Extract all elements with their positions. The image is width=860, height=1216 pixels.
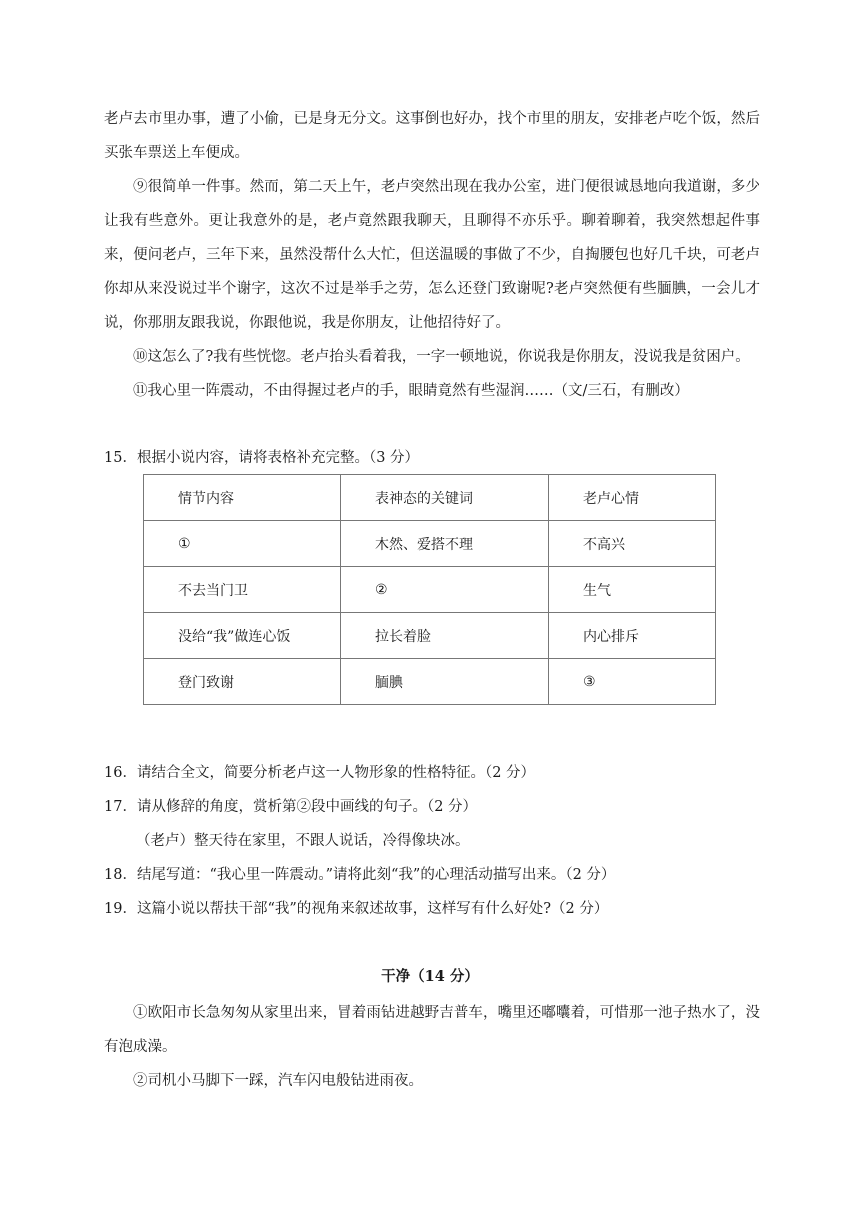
table-cell: ③	[549, 659, 716, 705]
story-paragraph-1: ①欧阳市长急匆匆从家里出来，冒着雨钻进越野吉普车，嘴里还嘟囔着，可惜那一池子热水了，没有泡成澡。	[104, 1005, 760, 1055]
question-15: 15．根据小说内容，请将表格补充完整。（3 分）	[104, 450, 420, 466]
question-16: 16．请结合全文，简要分析老卢这一人物形象的性格特征。（2 分）	[104, 765, 536, 781]
table-row	[144, 521, 716, 567]
story-title: 干净（14 分）	[381, 968, 479, 985]
table-cell: ①	[144, 521, 341, 567]
table-row	[144, 613, 716, 659]
table-row	[144, 659, 716, 705]
question-18: 18．结尾写道：“我心里一阵震动。”请将此刻“我”的心理活动描写出来。（2 分）	[104, 867, 616, 883]
table-cell: 不去当门卫	[144, 567, 341, 613]
plot-table	[143, 474, 716, 705]
table-cell: 不高兴	[549, 521, 716, 567]
table-cell: 登门致谢	[144, 659, 341, 705]
paragraph-10: ⑩这怎么了?我有些恍惚。老卢抬头看着我，一字一顿地说，你说我是你朋友，没说我是贫困户。	[133, 349, 750, 365]
story-paragraph-2: ②司机小马脚下一踩，汽车闪电般钻进雨夜。	[133, 1073, 423, 1089]
table-header-cell: 老卢心情	[549, 475, 716, 521]
question-17-quote: （老卢）整天待在家里，不跟人说话，冷得像块冰。	[136, 833, 470, 849]
table-cell: 内心排斥	[549, 613, 716, 659]
paragraph-9: ⑨很简单一件事。然而，第二天上午，老卢突然出现在我办公室，进门便很诚恳地向我道谢，多少让我有些意外。更让我意外的是，老卢竟然跟我聊天，且聊得不亦乐乎。聊着聊着，我突然想起件事来，便问老卢，三年下来，虽然没帮什么大忙，但送温暖的事做了不少，自掏腰包也好几千块，可老卢你却从来没说过半个谢字，这次不过是举手之劳，怎么还登门致谢呢?老卢突然便有些腼腆，一会儿才说，你那朋友跟我说，你跟他说，我是你朋友，让他招待好了。	[104, 179, 760, 331]
question-17: 17．请从修辞的角度，赏析第②段中画线的句子。（2 分）	[104, 799, 478, 815]
table-cell: 木然、爱搭不理	[341, 521, 549, 567]
paragraph-continued: 老卢去市里办事，遭了小偷，已是身无分文。这事倒也好办，找个市里的朋友，安排老卢吃个饭，然后买张车票送上车便成。	[104, 111, 760, 161]
table-row	[144, 567, 716, 613]
table-cell: 腼腆	[341, 659, 549, 705]
question-19: 19．这篇小说以帮扶干部“我”的视角来叙述故事，这样写有什么好处?（2 分）	[104, 901, 609, 917]
table-cell: 没给“我”做连心饭	[144, 613, 341, 659]
paragraph-11: ⑪我心里一阵震动，不由得握过老卢的手，眼睛竟然有些湿润……（文/三石，有删改）	[133, 383, 689, 399]
table-header-row	[144, 475, 716, 521]
table-cell: ②	[341, 567, 549, 613]
table-cell: 拉长着脸	[341, 613, 549, 659]
table-header-cell: 表神态的关键词	[341, 475, 549, 521]
table-cell: 生气	[549, 567, 716, 613]
table-header-cell: 情节内容	[144, 475, 341, 521]
